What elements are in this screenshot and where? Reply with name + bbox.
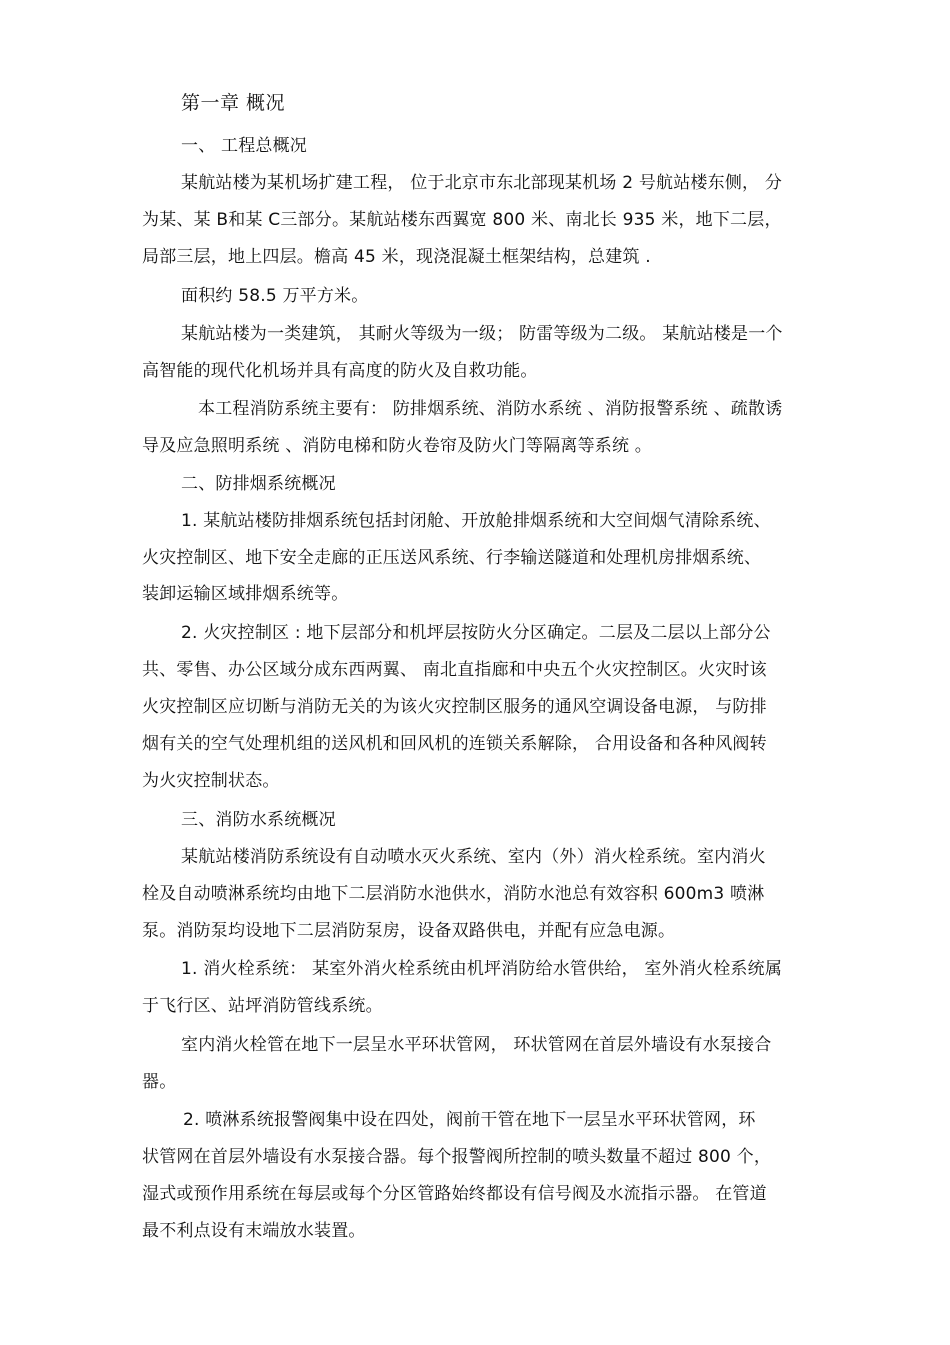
list-item-line: 火灾控制区、地下安全走廊的正压送风系统、行李输送隧道和处理机房排烟系统、: [142, 548, 762, 568]
paragraph-line: 栓及自动喷淋系统均由地下二层消防水池供水，消防水池总有效容积 600m3 喷淋: [142, 884, 765, 904]
list-item-line: 状管网在首层外墙设有水泵接合器。每个报警阀所控制的喷头数量不超过 800 个，: [142, 1147, 772, 1167]
section-heading-2: 二、防排烟系统概况: [181, 474, 336, 494]
list-item-line: 火灾控制区应切断与消防无关的为该火灾控制区服务的通风空调设备电源， 与防排: [142, 697, 767, 717]
list-item-line: 为火灾控制状态。: [142, 771, 280, 791]
list-item-line: 共、零售、办公区域分成东西两翼、 南北直指廊和中央五个火灾控制区。火灾时该: [142, 660, 767, 680]
list-item-line: 湿式或预作用系统在每层或每个分区管路始终都设有信号阀及水流指示器。 在管道: [142, 1184, 767, 1204]
paragraph-line: 泵。消防泵均设地下二层消防泵房，设备双路供电，并配有应急电源。: [142, 921, 676, 941]
paragraph-line: 局部三层，地上四层。檐高 45 米，现浇混凝土框架结构，总建筑 .: [142, 247, 651, 267]
paragraph-line: 导及应急照明系统 、消防电梯和防火卷帘及防火门等隔离等系统 。: [142, 436, 653, 456]
paragraph-line: 某航站楼消防系统设有自动喷水灭火系统、室内（外）消火栓系统。室内消火: [181, 847, 766, 867]
paragraph-line: 器。: [142, 1072, 177, 1092]
list-item-line: 烟有关的空气处理机组的送风机和回风机的连锁关系解除， 合用设备和各种风阀转: [142, 734, 767, 754]
chapter-title: 第一章 概况: [181, 92, 286, 114]
paragraph-line: 高智能的现代化机场并具有高度的防火及自救功能。: [142, 361, 538, 381]
list-item-line: 于飞行区、站坪消防管线系统。: [142, 996, 383, 1016]
list-item-line: 1. 某航站楼防排烟系统包括封闭舱、开放舱排烟系统和大空间烟气清除系统、: [181, 511, 771, 531]
paragraph-line: 某航站楼为某机场扩建工程， 位于北京市东北部现某机场 2 号航站楼东侧， 分: [181, 173, 783, 193]
list-item-line: 最不利点设有末端放水装置。: [142, 1221, 366, 1241]
list-item-line: 装卸运输区域排烟系统等。: [142, 584, 349, 604]
list-item-line: 2. 喷淋系统报警阀集中设在四处，阀前干管在地下一层呈水平环状管网，环: [183, 1110, 756, 1130]
paragraph-line: 面积约 58.5 万平方米。: [181, 286, 369, 306]
list-item-line: 1. 消火栓系统： 某室外消火栓系统由机坪消防给水管供给， 室外消火栓系统属: [181, 959, 783, 979]
list-item-line: 2. 火灾控制区 : 地下层部分和机坪层按防火分区确定。二层及二层以上部分公: [181, 623, 771, 643]
paragraph-line: 本工程消防系统主要有： 防排烟系统、消防水系统 、消防报警系统 、疏散诱: [198, 399, 783, 419]
section-heading-3: 三、消防水系统概况: [181, 810, 336, 830]
paragraph-line: 为某、某 B和某 C三部分。某航站楼东西翼宽 800 米、南北长 935 米，地下二层，: [142, 210, 782, 230]
section-heading-1: 一、 工程总概况: [181, 136, 308, 156]
paragraph-line: 室内消火栓管在地下一层呈水平环状管网， 环状管网在首层外墙设有水泵接合: [181, 1035, 772, 1055]
paragraph-line: 某航站楼为一类建筑， 其耐火等级为一级； 防雷等级为二级。 某航站楼是一个: [181, 324, 783, 344]
